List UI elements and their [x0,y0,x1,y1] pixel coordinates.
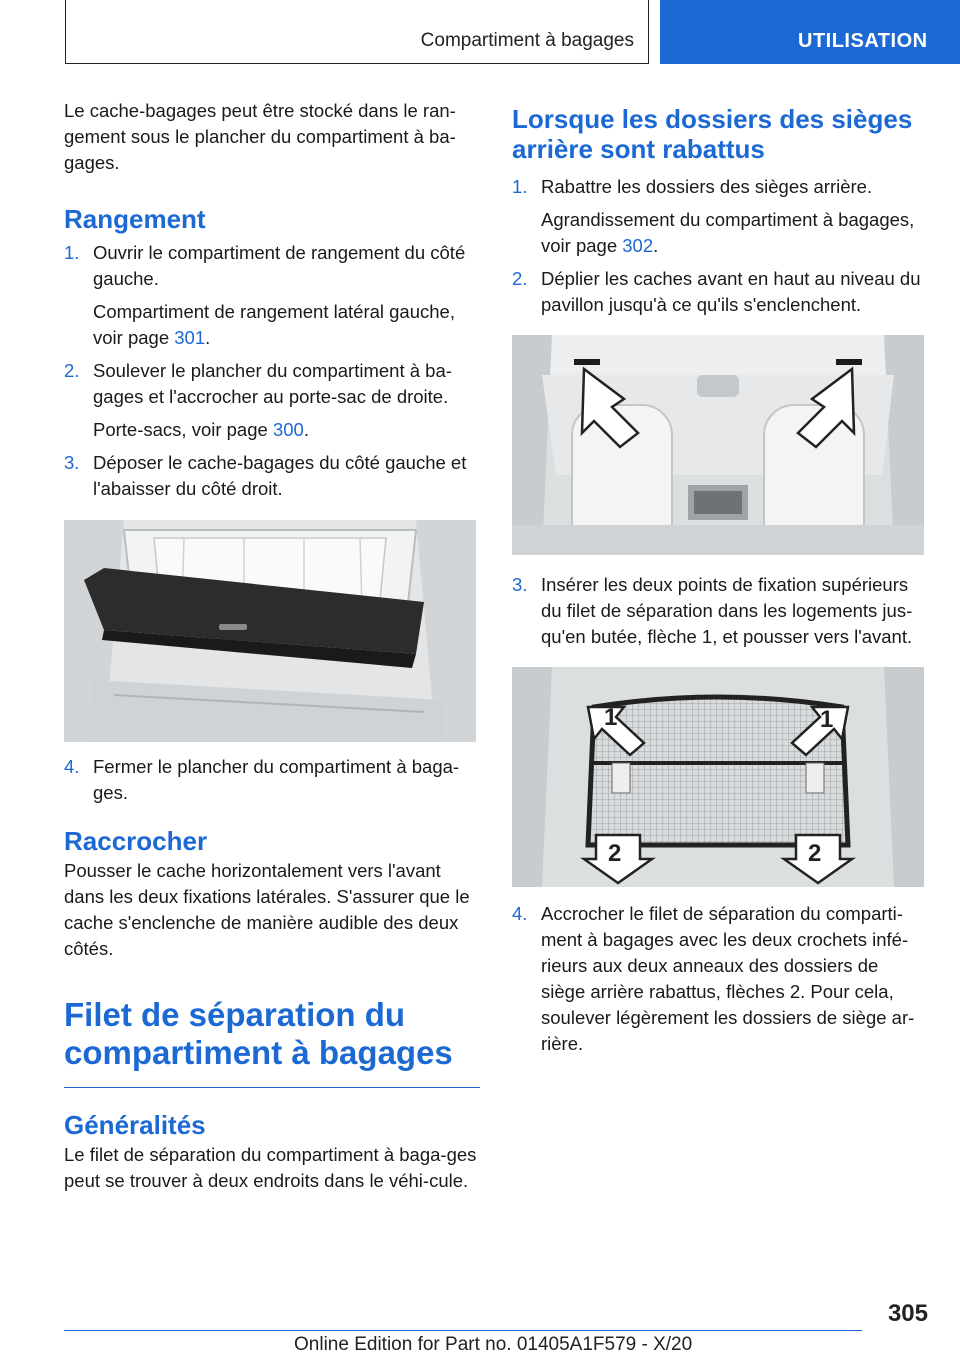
arrow-label-1-left: 1 [604,704,618,731]
section-title-underline [64,1087,480,1088]
intro-paragraph: Le cache-bagages peut être stocké dans le ran-gement sous le plancher du compartiment à ba-gages. [64,100,456,173]
step-text: Fermer le plancher du compartiment à baga-ges. [93,756,460,803]
step-note [93,299,484,351]
page-link-300[interactable]: 300 [272,419,304,440]
footer-rule [64,1330,862,1331]
step-number: 4. [512,903,528,924]
rangement-step-1 [64,240,484,351]
rabattus-step-1 [512,174,926,259]
rabattus-step-4 [512,901,926,1057]
step-note-text: Compartiment de rangement latéral gauche, voir page [93,301,455,348]
generalites-heading: Généralités [64,1110,206,1140]
generalites-paragraph: Le filet de séparation du compartiment à baga-ges peut se trouver à deux endroits dans le véhi-cule. [64,1144,477,1191]
step-number: 2. [512,268,528,289]
header-section-title: Compartiment à bagages [420,30,634,51]
rangement-heading: Rangement [64,204,206,234]
arrow-label-1-right: 1 [820,706,834,733]
step-text: Ouvrir le compartiment de rangement du côté gauche. [93,242,466,289]
right-column [512,98,926,1057]
step-text: Accrocher le filet de séparation du comparti-ment à bagages avec les deux crochets infé-rieurs aux deux anneaux des dossiers de siège arrière rabattus, flèches 2. Pour cela, soulever légèrement les dossiers de siège ar-rière. [541,903,915,1054]
header-chapter-label: UTILISATION [798,30,928,52]
cargo-cover-image [64,520,476,742]
rabattus-step-3 [512,572,926,650]
filet-section-title: Filet de séparation du compartiment à bagages [64,996,453,1071]
step-note [93,417,484,443]
step-text: Soulever le plancher du compartiment à ba-gages et l'accrocher au porte-sac de droite. [93,360,452,407]
rangement-step-2 [64,358,484,443]
rangement-step-3 [64,450,484,502]
page-link-301[interactable]: 301 [174,327,206,348]
step-note-text: Agrandissement du compartiment à bagages, voir page [541,209,915,256]
footer-edition: Online Edition for Part no. 01405A1F579 - X/20 [294,1334,693,1355]
page-number: 305 [887,1300,928,1327]
cargo-cover-storage-illustration [64,520,476,742]
arrow-label-2-left: 2 [608,840,622,867]
roof-covers-image [512,335,924,555]
step-note-end: . [205,327,211,348]
header-chapter-tab [660,0,960,64]
separation-net-illustration [512,667,924,887]
roof-covers-illustration [512,335,924,555]
raccrocher-paragraph: Pousser le cache horizontalement vers l'avant dans les deux fixations latérales. S'assurer que le cache s'enclenche de manière audible des deux côtés. [64,860,470,959]
arrow-label-2-right: 2 [808,840,822,867]
rabattus-heading: Lorsque les dossiers des sièges arrière sont rabattus [512,104,913,164]
rabattus-step-2 [512,266,926,318]
step-note-text: Porte-sacs, voir page [93,419,273,440]
left-column [64,98,484,1194]
step-text: Déposer le cache-bagages du côté gauche et l'abaisser du côté droit. [93,452,467,499]
step-number: 3. [512,574,528,595]
header-section-box [65,0,649,64]
separation-net-image [512,667,924,887]
step-text: Insérer les deux points de fixation supérieurs du filet de séparation dans les logements jus-qu'en butée, flèche 1, et pousser vers l'avant. [541,574,913,647]
step-note [541,207,926,259]
rangement-step-4 [64,754,484,806]
step-number: 3. [64,452,80,473]
step-note-end: . [303,419,309,440]
step-number: 1. [512,176,528,197]
raccrocher-heading: Raccrocher [64,826,208,856]
step-number: 1. [64,242,80,263]
step-text: Rabattre les dossiers des sièges arrière. [541,176,873,197]
step-note-end: . [653,235,659,256]
step-number: 2. [64,360,80,381]
step-text: Déplier les caches avant en haut au niveau du pavillon jusqu'à ce qu'ils s'enclenchent. [541,268,921,315]
page-link-302[interactable]: 302 [622,235,654,256]
step-number: 4. [64,756,80,777]
